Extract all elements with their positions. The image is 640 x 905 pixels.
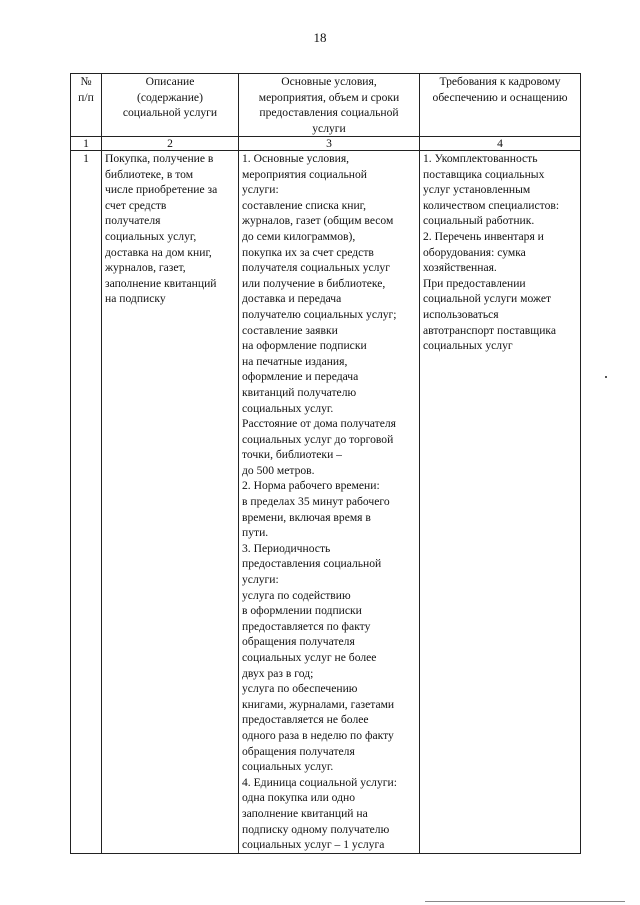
header-line: Требования к кадровому bbox=[439, 75, 561, 88]
header-cell-description bbox=[102, 74, 239, 137]
text-line: 1. Укомплектованность bbox=[423, 152, 538, 165]
text-line: 2. Перечень инвентаря и bbox=[423, 229, 544, 243]
text-line: При предоставлении bbox=[423, 276, 526, 290]
text-line: на печатные издания, bbox=[242, 354, 348, 368]
text-line: числе приобретение за bbox=[105, 183, 218, 197]
text-line: предоставления социальной bbox=[242, 557, 382, 571]
header-row bbox=[71, 74, 581, 137]
text-line: социальных услуг. bbox=[242, 760, 334, 774]
header-line: п/п bbox=[78, 90, 94, 104]
text-line: получателя социальных услуг bbox=[242, 261, 390, 275]
text-line: счет средств bbox=[105, 198, 167, 212]
text-line: в оформлении подписки bbox=[242, 604, 362, 618]
text-line: мероприятия социальной bbox=[242, 167, 367, 181]
text-line: 4. Единица социальной услуги: bbox=[242, 775, 397, 789]
text-line: обращения получателя bbox=[242, 744, 355, 758]
text-line: составление заявки bbox=[242, 323, 338, 337]
column-number: 1 bbox=[71, 137, 102, 151]
text-line: Покупка, получение в bbox=[105, 152, 214, 165]
text-line: оборудования: сумка bbox=[423, 245, 526, 259]
text-line: квитанций получателю bbox=[242, 385, 357, 399]
text-line: предоставляется по факту bbox=[242, 619, 371, 633]
text-line: одна покупка или одно bbox=[242, 791, 356, 805]
text-line: заполнение квитанций bbox=[105, 276, 217, 290]
page-number: 18 bbox=[313, 30, 327, 45]
text-line: журналов, газет, bbox=[105, 261, 186, 275]
text-line: Расстояние от дома получателя bbox=[242, 417, 396, 431]
header-line: № bbox=[80, 75, 92, 88]
text-line: составление списка книг, bbox=[242, 198, 367, 212]
text-line: библиотеке, в том bbox=[105, 167, 194, 181]
text-line: получателя bbox=[105, 214, 161, 228]
scan-mark bbox=[425, 901, 625, 902]
header-line: социальной услуги bbox=[122, 106, 218, 119]
text-line: социальных услуг до торговой bbox=[242, 432, 394, 446]
text-line: услуги: bbox=[242, 183, 279, 197]
row-number: 1 bbox=[71, 151, 102, 854]
text-line: покупка их за счет средств bbox=[242, 245, 374, 259]
service-conditions bbox=[239, 151, 420, 854]
text-line: доставка и передача bbox=[242, 292, 342, 306]
header-line: мероприятия, объем и сроки bbox=[258, 90, 400, 104]
text-line: 2. Норма рабочего времени: bbox=[242, 479, 380, 493]
text-line: социальный работник. bbox=[423, 214, 535, 228]
column-number: 4 bbox=[420, 137, 581, 151]
column-number-row bbox=[71, 137, 581, 151]
text-line: получателю социальных услуг; bbox=[242, 307, 397, 321]
table-row bbox=[71, 151, 581, 854]
text-line: одного раза в неделю по факту bbox=[242, 728, 394, 742]
header-line: предоставления социальной bbox=[259, 106, 399, 119]
text-line: пути. bbox=[242, 526, 269, 540]
text-line: времени, включая время в bbox=[242, 510, 371, 524]
text-line: книгами, журналами, газетами bbox=[242, 697, 395, 711]
text-line: предоставляется не более bbox=[242, 713, 369, 727]
text-line: социальных услуг – 1 услуга bbox=[242, 838, 385, 852]
text-line: заполнение квитанций на bbox=[242, 806, 368, 820]
text-line: точки, библиотеки – bbox=[242, 448, 342, 462]
text-line: двух раз в год; bbox=[242, 666, 314, 680]
header-cell-conditions bbox=[239, 74, 420, 137]
text-line: услуги: bbox=[242, 573, 279, 587]
text-line: количеством специалистов: bbox=[423, 198, 560, 212]
text-line: 1. Основные условия, bbox=[242, 152, 350, 165]
column-number: 2 bbox=[102, 137, 239, 151]
header-line: услуги bbox=[312, 121, 346, 135]
text-line: оформление и передача bbox=[242, 370, 359, 384]
text-line: обращения получателя bbox=[242, 635, 355, 649]
staff-requirements bbox=[420, 151, 581, 854]
text-line: на оформление подписки bbox=[242, 339, 367, 353]
header-line: Основные условия, bbox=[281, 75, 377, 88]
text-line: до семи килограммов), bbox=[242, 229, 356, 243]
service-description bbox=[102, 151, 239, 854]
services-table bbox=[70, 73, 581, 854]
text-line: социальных услуг bbox=[423, 339, 513, 353]
text-line: в пределах 35 минут рабочего bbox=[242, 495, 390, 509]
text-line: услуг установленным bbox=[423, 183, 531, 197]
text-line: до 500 метров. bbox=[242, 463, 315, 477]
column-number: 3 bbox=[239, 137, 420, 151]
header-cell-number bbox=[71, 74, 102, 137]
text-line: журналов, газет (общим весом bbox=[242, 214, 394, 228]
header-cell-requirements bbox=[420, 74, 581, 137]
scan-mark bbox=[605, 376, 607, 378]
text-line: на подписку bbox=[105, 292, 166, 306]
text-line: поставщика социальных bbox=[423, 167, 545, 181]
text-line: социальных услуг, bbox=[105, 229, 197, 243]
header-line: обеспечению и оснащению bbox=[432, 90, 568, 104]
text-line: социальных услуг не более bbox=[242, 651, 377, 664]
text-line: услуга по обеспечению bbox=[242, 682, 358, 696]
text-line: доставка на дом книг, bbox=[105, 245, 212, 259]
text-line: использоваться bbox=[423, 307, 499, 321]
text-line: социальной услуги может bbox=[423, 292, 552, 306]
text-line: 3. Периодичность bbox=[242, 541, 331, 555]
text-line: подписку одному получателю bbox=[242, 822, 390, 836]
text-line: хозяйственная. bbox=[423, 261, 497, 275]
header-line: Описание bbox=[145, 75, 195, 88]
header-line: (содержание) bbox=[137, 90, 203, 104]
text-line: услуга по содействию bbox=[242, 588, 351, 602]
text-line: или получение в библиотеке, bbox=[242, 276, 386, 290]
text-line: социальных услуг. bbox=[242, 401, 334, 415]
text-line: автотранспорт поставщика bbox=[423, 323, 556, 337]
